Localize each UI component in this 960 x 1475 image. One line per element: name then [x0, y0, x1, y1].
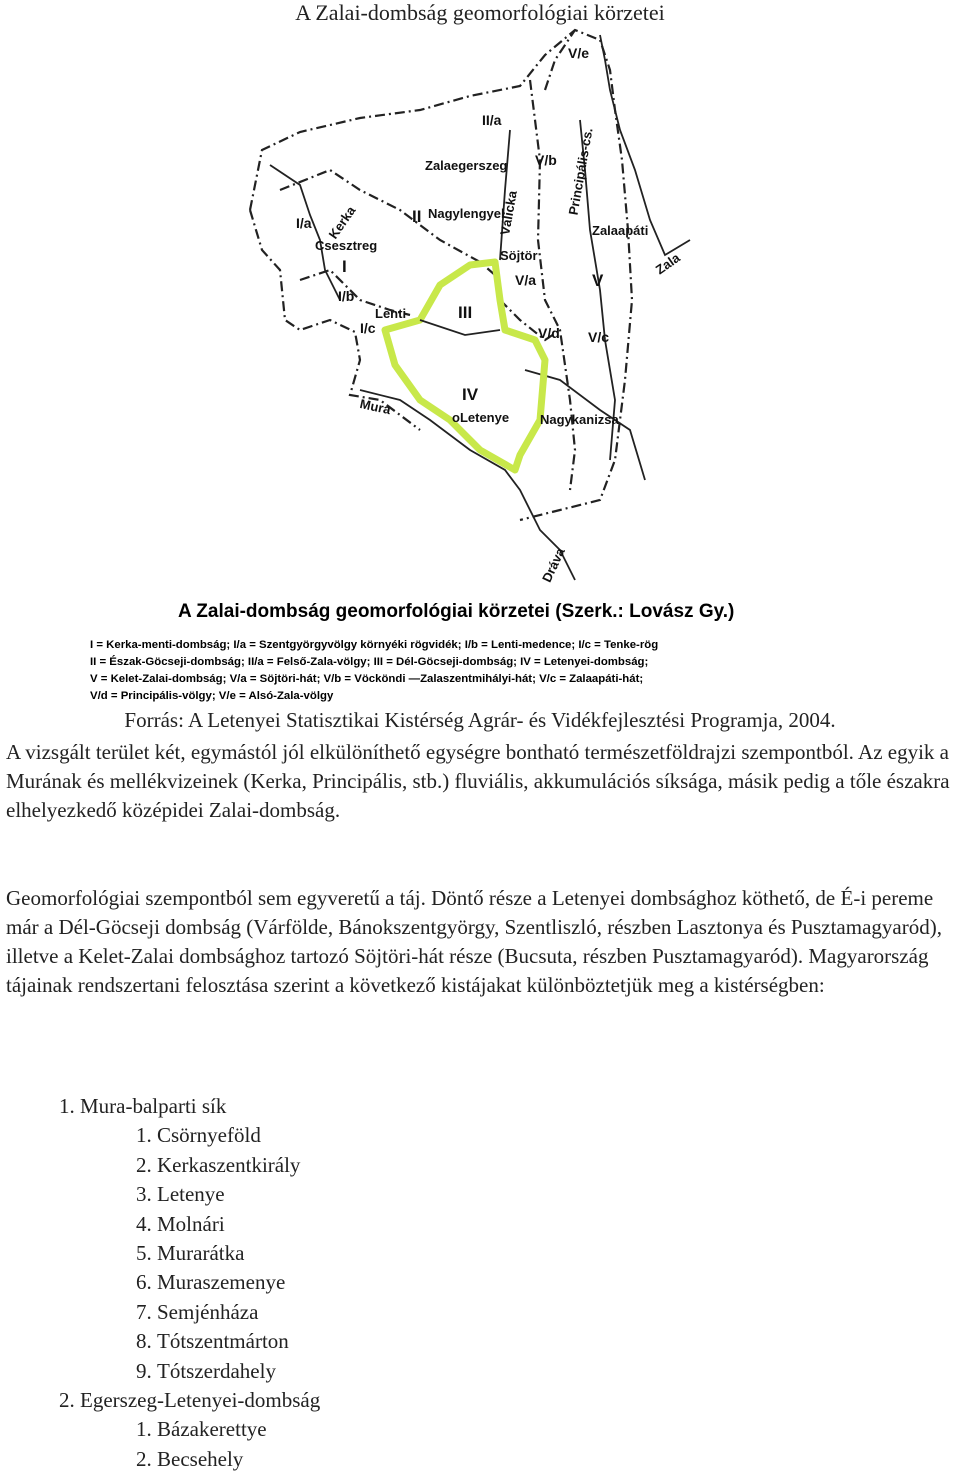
list-item-label: Mura-balparti sík	[80, 1094, 227, 1118]
label-zalaapati: Zalaapáti	[592, 223, 649, 238]
label-kerka: Kerka	[325, 203, 359, 242]
region-list	[0, 1092, 320, 1474]
list-item: 1. Bázakerettye	[157, 1415, 320, 1444]
label-Ia: I/a	[296, 215, 312, 231]
label-IV: IV	[462, 385, 479, 404]
label-sojtor: Söjtör	[500, 248, 538, 263]
label-principalis: Principális-cs.	[565, 126, 596, 217]
outer-boundary	[250, 30, 632, 520]
label-II: II	[412, 207, 422, 226]
label-Va: V/a	[515, 272, 537, 288]
list-item: 3. Letenye	[157, 1180, 320, 1209]
paragraph: Geomorfológiai szempontból sem egyveretű a táj. Döntő része a Letenyei dombsághoz köthető, de É-i pereme már a Dél-Göcseji dombság (Várfölde, Bánokszentgyörgy, Szentliszló, részben Lasztonya és Pusztamagyaród), illetve a Kelet-Zalai dombsághoz tartozó Söjtöri-hát része (Bucsuta, részben Pusztamagyaród). Magyarország tájainak rendszertani felosztása szerint a következő kistájakat különböztetjük meg a kistérségben:	[6, 886, 942, 997]
list-item: 2. Becsehely	[157, 1445, 320, 1474]
page-title: A Zalai-dombság geomorfológiai körzetei	[295, 0, 665, 25]
list-item: 9. Tótszerdahely	[157, 1357, 320, 1386]
sub-list	[80, 1415, 320, 1474]
label-zalaegerszeg: Zalaegerszeg	[425, 158, 508, 173]
study-area-divider	[420, 320, 500, 335]
label-Ic: I/c	[360, 320, 376, 336]
label-letenye: oLetenye	[452, 410, 510, 425]
geomorphology-map	[80, 20, 920, 710]
study-area-outline	[385, 262, 545, 470]
label-csesztreg: Csesztreg	[315, 238, 378, 253]
map-caption: A Zalai-dombság geomorfológiai körzetei (Szerk.: Lovász Gy.)	[178, 601, 735, 622]
label-Vb: V/b	[535, 152, 557, 168]
zala-river	[600, 35, 690, 255]
list-item	[80, 1386, 320, 1474]
legend-line: V = Kelet-Zalai-dombság; V/a = Söjtöri-hát; V/b = Vöcköndi —Zalaszentmihályi-hát; V/c = Zalaapáti-hát;	[90, 673, 644, 685]
label-Ib: I/b	[338, 288, 355, 304]
list-item: 8. Tótszentmárton	[157, 1327, 320, 1356]
map-legend	[90, 639, 658, 702]
list-item-label: Egerszeg-Letenyei-dombság	[80, 1388, 321, 1413]
label-lenti: Lenti	[375, 306, 407, 321]
list-item: 1. Csörnyeföld	[157, 1121, 320, 1150]
label-valicka: Válicka	[497, 189, 520, 237]
paragraph: A vizsgált terület két, egymástól jól elkülöníthető egységre bontható természetföldrajzi szempontból. Az egyik a Murának és mellékvizeinek (Kerka, Principális, stb.) fluviális, akkumulációs síksága, másik pedig a tőle északra elhelyezkedő középidei Zalai-dombság.	[6, 740, 950, 822]
label-Vc: V/c	[588, 329, 610, 345]
list-item: 6. Muraszemenye	[157, 1268, 320, 1297]
list-item: 7. Semjénháza	[157, 1298, 320, 1327]
legend-line: V/d = Principális-völgy; V/e = Alsó-Zala-völgy	[90, 690, 334, 702]
legend-line: I = Kerka-menti-dombság; I/a = Szentgyörgyvölgy környéki rögvidék; I/b = Lenti-medence; I/c = Tenke-rög	[90, 639, 659, 651]
list-item: 2. Kerkaszentkirály	[157, 1151, 320, 1180]
source-line: Forrás: A Letenyei Statisztikai Kistérség Agrár- és Vidékfejlesztési Programja, 2004.	[124, 708, 836, 732]
label-V: V	[592, 271, 604, 290]
label-nagykanizsa: Nagykanizsa	[540, 412, 619, 427]
legend-line: II = Észak-Göcseji-dombság; II/a = Felső-Zala-völgy; III = Dél-Göcseji-dombság; IV = Letenyei-dombság;	[90, 656, 649, 668]
label-I: I	[342, 257, 347, 276]
list-item: 4. Molnári	[157, 1210, 320, 1239]
label-zala: Zala	[652, 250, 683, 278]
label-Vd: V/d	[538, 325, 560, 341]
list-item: 5. Murarátka	[157, 1239, 320, 1268]
label-III: III	[458, 303, 473, 322]
sub-list	[80, 1121, 320, 1386]
list-item	[80, 1092, 320, 1386]
label-mura: Mura	[358, 396, 393, 418]
label-nagylengyel: Nagylengyel	[428, 206, 505, 221]
label-IIa: II/a	[482, 112, 502, 128]
label-Ve: V/e	[568, 45, 590, 61]
label-drava: Dráva	[538, 545, 568, 585]
